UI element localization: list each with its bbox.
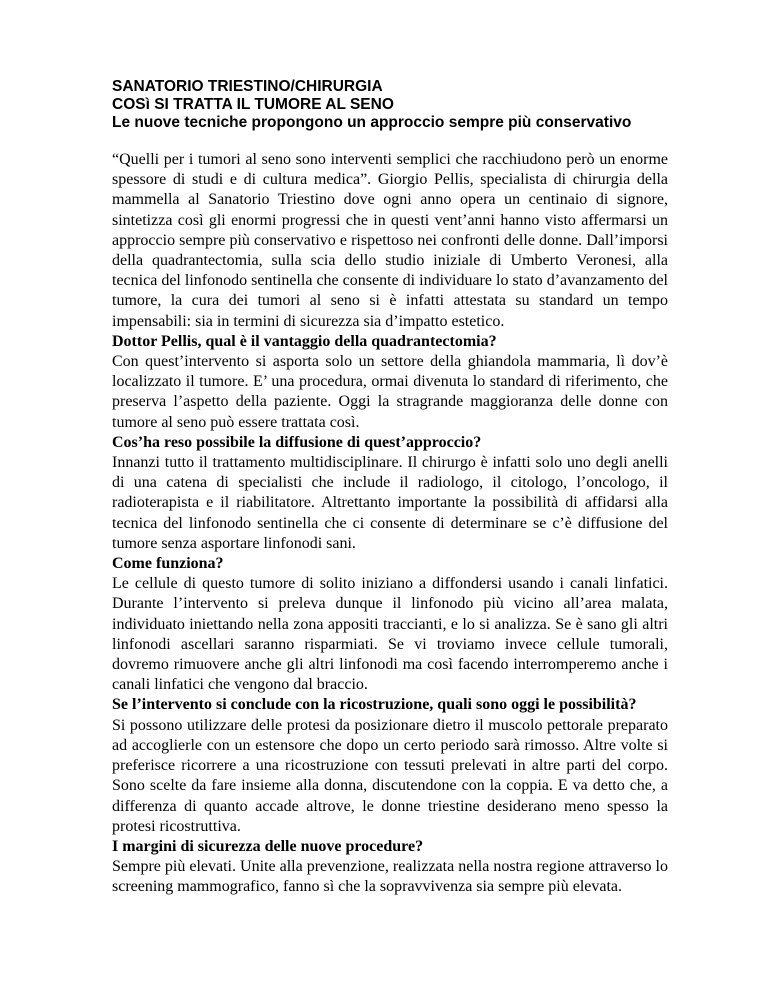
answer-4: Si possono utilizzare delle protesi da posizionare dietro il muscolo pettorale preparato ad accoglierle con un estensore che dopo un certo periodo sarà rimosso. Altre volte si preferisce ricorrere a una ricostruzione con tessuti prelevati in altre parti del corpo. Sono scelte da fare insieme alla donna, discutendone con la coppia. E va detto che, a differenza di quanto accade altrove, le donne triestine desiderano meno spesso la protesi ricostruttiva. <box>112 716 668 835</box>
question-3: Come funziona? <box>112 555 224 573</box>
answer-3: Le cellule di questo tumore di solito iniziano a diffondersi usando i canali linfatici. Durante l’intervento si preleva dunque il linfonodo più vicino all’area malata, individuato iniettando nella zona appositi traccianti, e lo si analizza. Se è sano gli altri linfonodi ascellari saranno risparmiati. Se vi troviamo invece cellule tumorali, dovremo rimuovere anche gli altri linfonodi ma così facendo interromperemo anche i canali linfatici che vengono dal braccio. <box>112 575 668 694</box>
answer-5: Sempre più elevati. Unite alla prevenzione, realizzata nella nostra regione attraverso lo screening mammografico, fanno sì che la sopravvivenza sia sempre più elevata. <box>112 858 668 896</box>
answer-1: Con quest’intervento si asporta solo un settore della ghiandola mammaria, lì dov’è localizzato il tumore. E’ una procedura, ormai divenuta lo standard di riferimento, che preserva l’aspetto della paziente. Oggi la stragrande maggioranza delle donne con tumore al seno può essere trattata così. <box>112 353 668 431</box>
answer-2: Innanzi tutto il trattamento multidisciplinare. Il chirurgo è infatti solo uno degli anelli di una catena di specialisti che include il radiologo, il citologo, l’oncologo, il radioterapista e il riabilitatore. Altrettanto importante la possibilità di affidarsi alla tecnica del linfonodo sentinella che ci consente di determinare se c’è diffusione del tumore senza asportare linfonodi sani. <box>112 454 668 552</box>
article-subtitle: Le nuove tecniche propongono un approccio sempre più conservativo <box>112 114 632 131</box>
article-title: COSì SI TRATTA IL TUMORE AL SENO <box>112 96 394 113</box>
article-body <box>112 150 668 898</box>
article-kicker: SANATORIO TRIESTINO/CHIRURGIA <box>112 78 383 95</box>
question-5: I margini di sicurezza delle nuove procedure? <box>112 837 424 855</box>
spacer <box>112 132 668 150</box>
intro-paragraph: “Quelli per i tumori al seno sono interventi semplici che racchiudono però un enorme spessore di studi e di cultura medica”. Giorgio Pellis, specialista di chirurgia della mammella al Sanatorio Triestino dove ogni anno opera un centinaio di signore, sintetizza così gli enormi progressi che in questi vent’anni hanno visto affermarsi un approccio sempre più conservativo e rispettoso nei confronti delle donne. Dall’imporsi della quadrantectomia, sulla scia dello studio iniziale di Umberto Veronesi, alla tecnica del linfonodo sentinella che consente di individuare lo stato d’avanzamento del tumore, la cura dei tumori al seno si è infatti attestata su standard un tempo impensabili: sia in termini di sicurezza sia d’impatto estetico. <box>112 151 668 330</box>
question-1: Dottor Pellis, qual è il vantaggio della quadrantectomia? <box>112 332 497 350</box>
document-page <box>112 78 668 898</box>
question-2: Cos’ha reso possibile la diffusione di quest’approccio? <box>112 433 482 451</box>
question-4: Se l’intervento si conclude con la ricostruzione, quali sono oggi le possibilità? <box>112 696 637 714</box>
